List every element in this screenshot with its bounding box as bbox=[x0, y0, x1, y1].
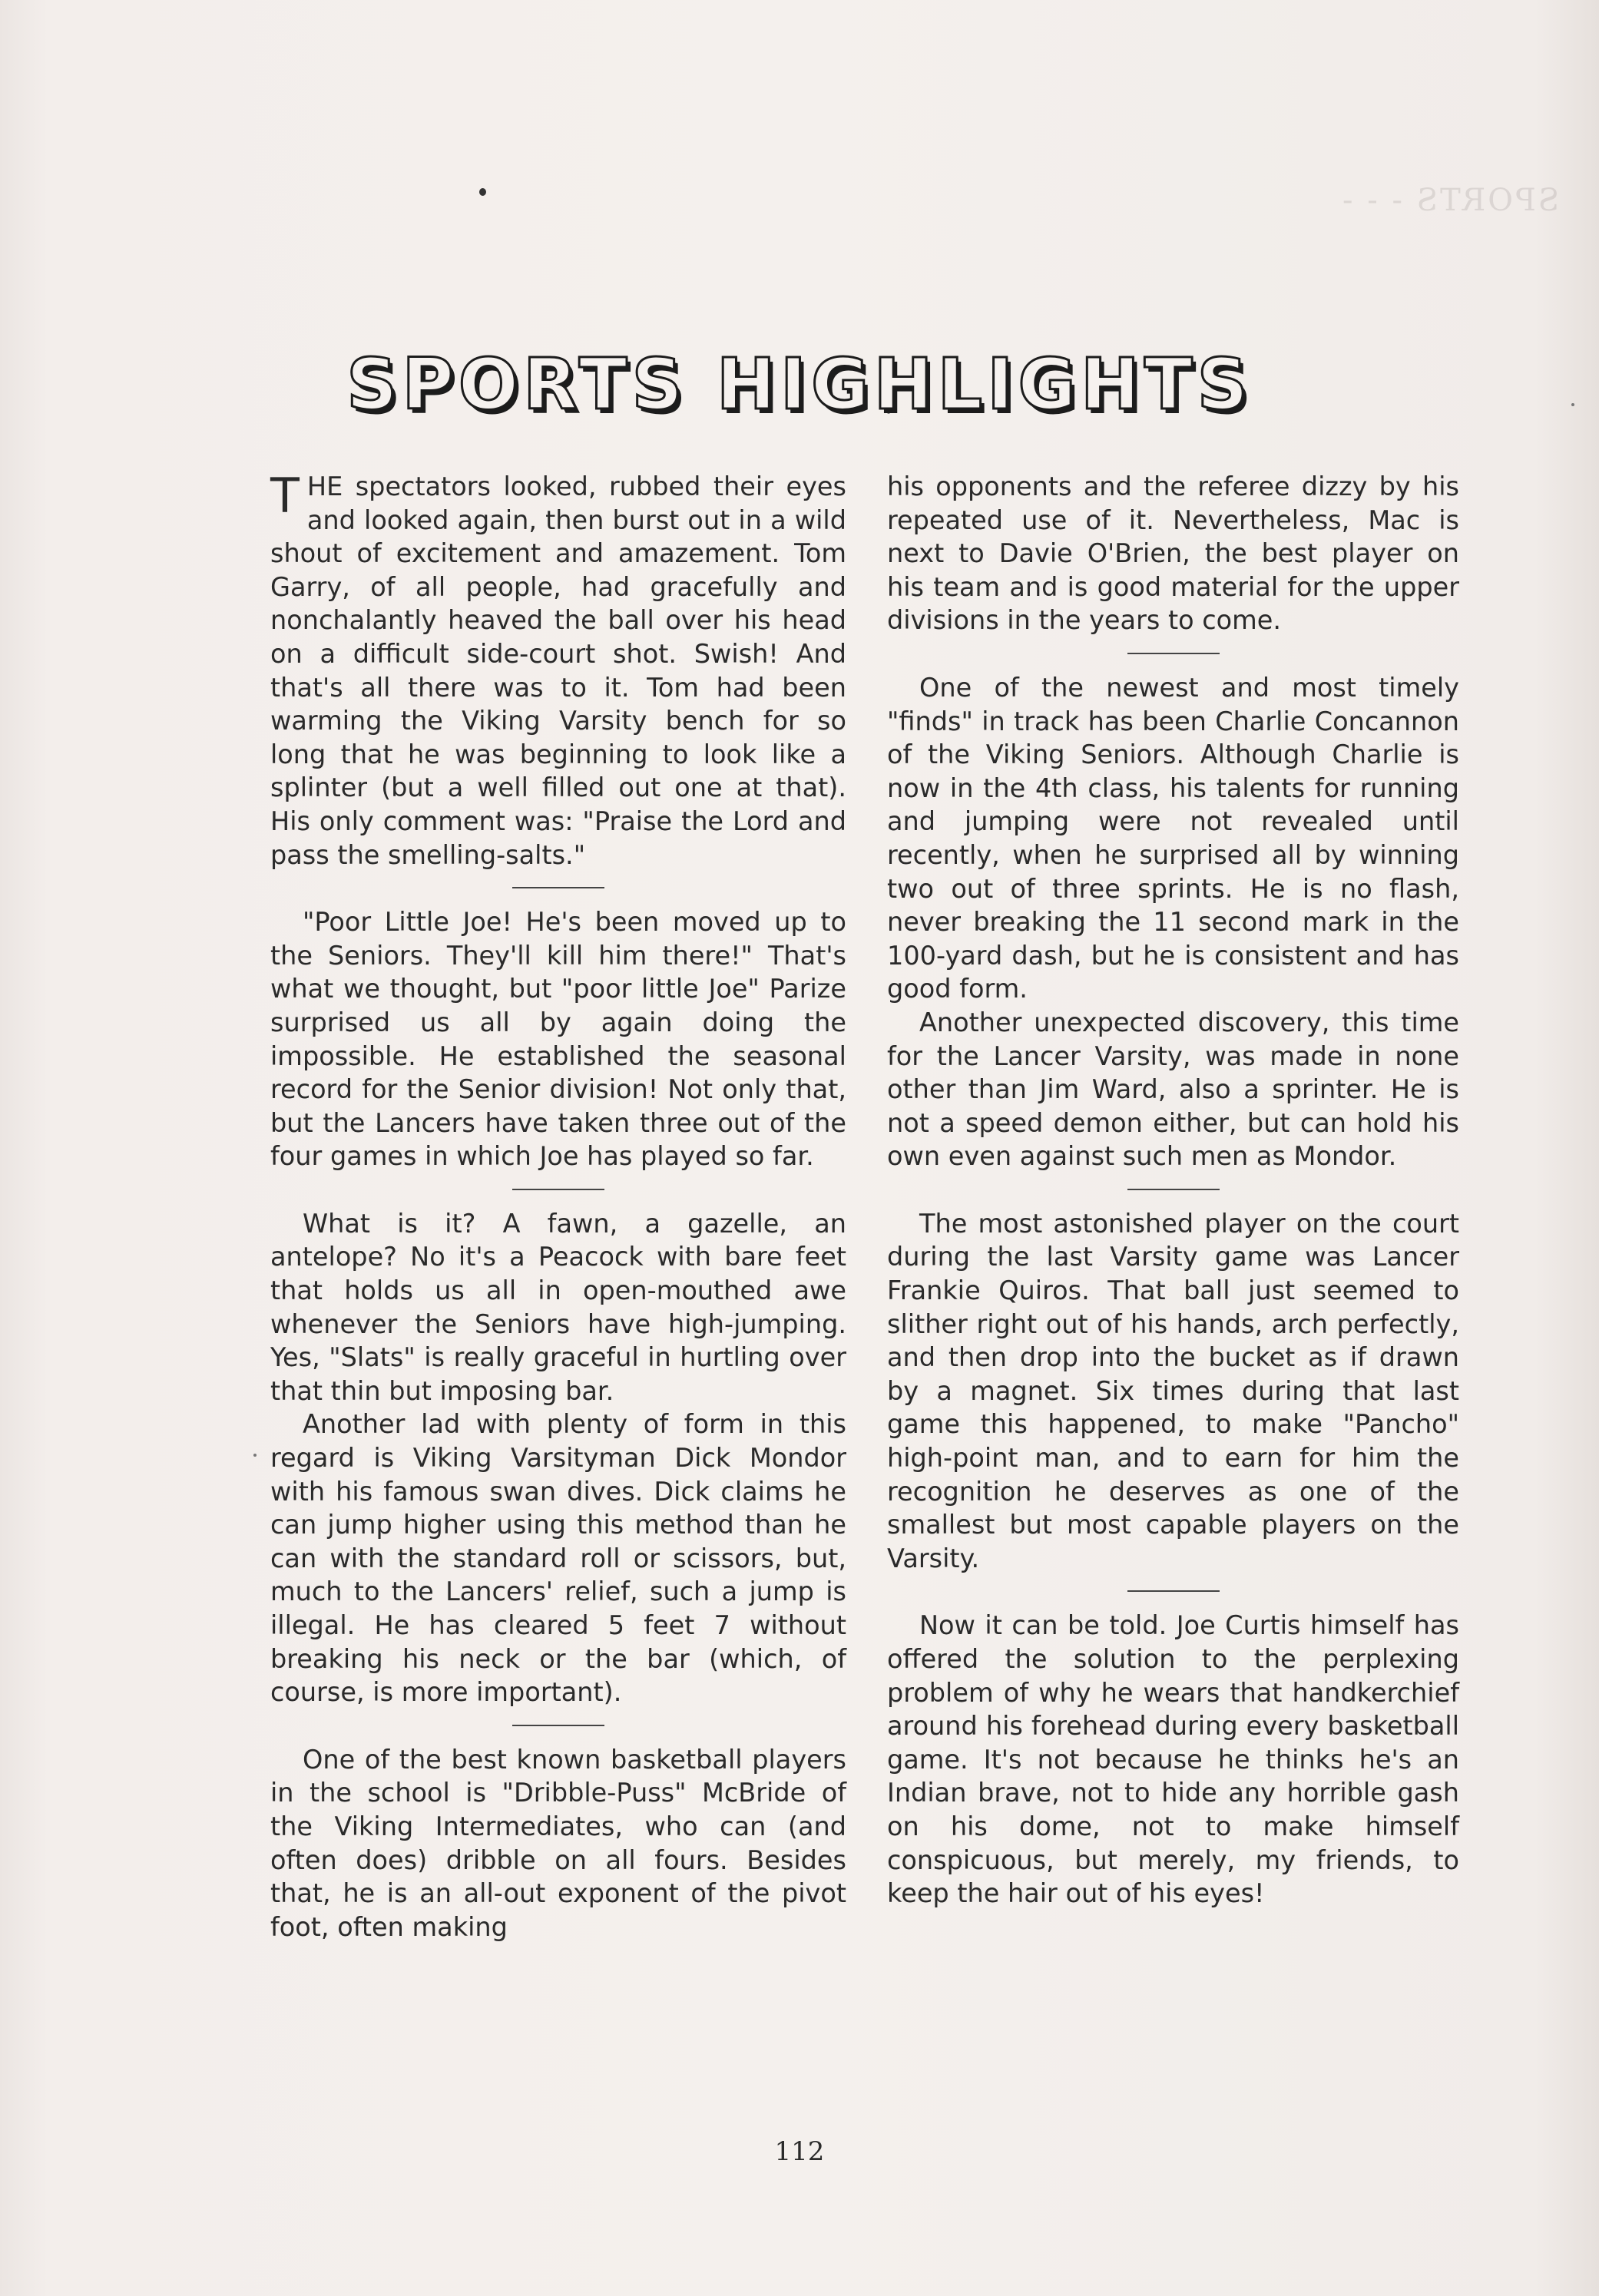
paragraph: Another unexpected discovery, this time for the Lancer Varsity, was made in none other than Jim Ward, also a sprinter. He is not a speed demon either, but can hold his own even against such men as Mondor. bbox=[887, 1007, 1459, 1172]
section-divider bbox=[1127, 1590, 1220, 1592]
drop-cap: T bbox=[270, 468, 300, 524]
paragraph bbox=[270, 470, 846, 872]
page-number: 112 bbox=[774, 2136, 825, 2167]
bleed-through-section-label: SPORTS - - - bbox=[1340, 183, 1560, 218]
section-divider bbox=[512, 1189, 604, 1190]
paragraph-text: HE spectators looked, rubbed their eyes and looked again, then burst out in a wild shout of excitement and amazement. Tom Garry, of all people, had gracefully and nonchalantly heaved the ball over his head on a difficult side-court shot. Swish! And that's all there was to it. Tom had been warming the Viking Varsity bench for so long that he was beginning to look like a splinter (but a well filled out one at that). His only comment was: "Praise the Lord and pass the smelling-salts." bbox=[270, 471, 846, 870]
section-divider bbox=[1127, 1189, 1220, 1190]
section-divider bbox=[512, 1725, 604, 1726]
paragraph: Now it can be told. Joe Curtis himself has offered the solution to the perplexing problem of why he wears that handkerchief around his forehead during every basketball game. It's not because he thinks he's an Indian brave, not to hide any horrible gash on his dome, not to make himself conspicuous, but merely, my friends, to keep the hair out of his eyes! bbox=[887, 1610, 1459, 1909]
paragraph: his opponents and the referee dizzy by his repeated use of it. Nevertheless, Mac is next to Davie O'Brien, the best player on his team and is good material for the upper divisions in the years to come. bbox=[887, 471, 1459, 636]
page-title: SPORTS HIGHLIGHTS bbox=[346, 342, 1253, 425]
ink-dot bbox=[479, 188, 486, 196]
section-divider bbox=[512, 887, 604, 888]
paragraph: One of the best known basketball players in the school is "Dribble-Puss" McBride of the Viking Intermediates, who can (and often does) dribble on all fours. Besides that, he is an all-out exponent of the pivot foot, often making bbox=[270, 1744, 846, 1942]
paragraph: What is it? A fawn, a gazelle, an antelope? No it's a Peacock with bare feet that holds us all in open-mouthed awe whenever the Seniors have high-jumping. Yes, "Slats" is really graceful in hurtling over that thin but imposing bar. bbox=[270, 1208, 846, 1406]
section-divider bbox=[1127, 653, 1220, 654]
paragraph: The most astonished player on the court during the last Varsity game was Lancer Frankie Quiros. That ball just seemed to slither right out of his hands, arch perfectly, and then drop into the bucket as if drawn by a magnet. Six times during that last game this happened, to make "Pancho" high-point man, and to earn for him the recognition he deserves as one of the smallest but most capable players on the Varsity. bbox=[887, 1208, 1459, 1573]
paragraph: One of the newest and most timely "finds" in track has been Charlie Concannon of the Viking Seniors. Although Charlie is now in the 4th class, his talents for running and jumping were not revealed until recently, when he surprised all by winning two out of three sprints. He is no flash, never breaking the 11 second mark in the 100-yard dash, but he is consistent and has good form. bbox=[887, 672, 1459, 1004]
paper-speck bbox=[253, 1454, 257, 1457]
right-column bbox=[887, 470, 1459, 1926]
left-column bbox=[270, 470, 846, 1959]
paragraph: Another lad with plenty of form in this regard is Viking Varsityman Dick Mondor with his famous swan dives. Dick claims he can jump higher using this method than he can with the standard roll or scissors, but, much to the Lancers' relief, such a jump is illegal. He has cleared 5 feet 7 without breaking his neck or the bar (which, of course, is more important). bbox=[270, 1409, 846, 1708]
paragraph: "Poor Little Joe! He's been moved up to the Seniors. They'll kill him there!" That's what we thought, but "poor little Joe" Parize surprised us all by again doing the impossible. He established the seasonal record for the Senior division! Not only that, but the Lancers have taken three out of the four games in which Joe has played so far. bbox=[270, 907, 846, 1172]
